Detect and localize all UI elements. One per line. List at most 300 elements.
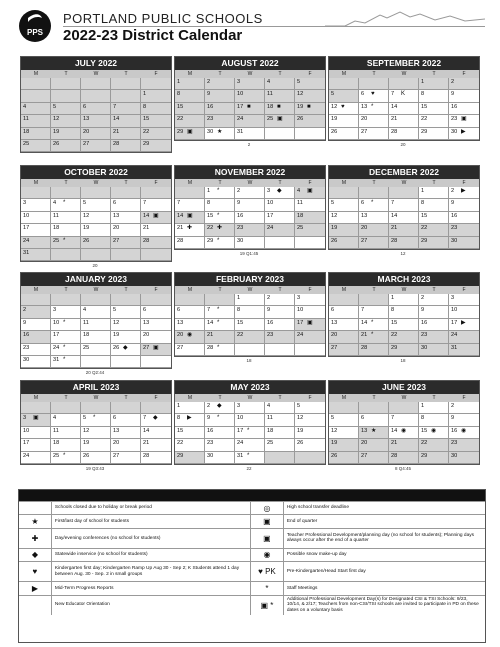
day-number: 20 <box>113 440 120 447</box>
day-cell <box>141 439 171 451</box>
day-cell <box>141 90 171 102</box>
weekday-header <box>329 286 479 294</box>
day-number: 13 <box>113 427 120 434</box>
day-grid <box>175 187 325 249</box>
day-number: 20 <box>331 332 338 339</box>
day-number: 9 <box>237 200 241 207</box>
weekday-label: T <box>218 287 222 293</box>
day-cell <box>389 427 419 439</box>
legend-symbol-icon: ▣ <box>251 515 284 527</box>
day-number: 20 <box>361 440 368 447</box>
day-number: 13 <box>177 319 184 326</box>
day-cell <box>21 306 51 318</box>
day-number: 2 <box>207 79 211 85</box>
day-cell <box>359 103 389 115</box>
day-cell <box>21 199 51 211</box>
day-cell <box>21 212 51 224</box>
day-number: 28 <box>143 452 150 459</box>
day-number: 10 <box>297 307 304 314</box>
day-cell <box>111 224 141 236</box>
day-cell <box>419 344 449 356</box>
day-cell <box>329 212 359 224</box>
day-cell <box>111 331 141 343</box>
day-cell <box>81 187 111 199</box>
day-cell <box>51 344 81 356</box>
day-number: 27 <box>143 344 150 351</box>
day-number: 29 <box>177 452 184 459</box>
day-number: 28 <box>391 452 398 459</box>
day-number: 20 <box>113 225 120 232</box>
day-cell <box>419 294 449 306</box>
day-cell <box>235 402 265 414</box>
day-cell <box>389 90 419 102</box>
day-cell <box>359 78 389 90</box>
day-number: 28 <box>113 140 120 147</box>
day-cell <box>419 237 449 249</box>
day-cell <box>175 402 205 414</box>
day-cell <box>419 452 449 464</box>
day-cell <box>81 237 111 249</box>
day-number: 14 <box>143 427 150 434</box>
month-day-count: 18 <box>400 358 406 363</box>
day-number: 25 <box>53 452 60 459</box>
day-number: 21 <box>391 440 398 447</box>
legend-row <box>19 595 485 615</box>
day-number: 3 <box>267 188 271 194</box>
day-number: 15 <box>207 212 214 219</box>
day-cell <box>419 414 449 426</box>
day-number: 15 <box>421 427 428 434</box>
day-cell <box>235 439 265 451</box>
weekday-label: M <box>187 71 193 77</box>
day-cell <box>359 439 389 451</box>
day-cell <box>51 306 81 318</box>
month-day-count: 20 <box>400 142 406 147</box>
day-cell <box>389 402 419 414</box>
event-marker-icon: * <box>63 452 66 459</box>
day-cell <box>51 452 81 464</box>
day-number: 2 <box>237 188 241 194</box>
calendar-title: 2022-23 District Calendar <box>63 27 243 44</box>
day-number: 19 <box>331 116 338 123</box>
weekday-label: F <box>154 180 158 186</box>
day-cell <box>329 331 359 343</box>
day-cell <box>81 115 111 127</box>
month-december-2022 <box>328 165 480 250</box>
day-number: 29 <box>421 128 428 135</box>
day-number: 8 <box>391 307 395 314</box>
day-number: 5 <box>331 91 335 98</box>
day-number: 29 <box>177 128 184 135</box>
day-cell <box>205 199 235 211</box>
month-april-2023 <box>20 380 172 465</box>
weekday-label: T <box>432 395 436 401</box>
event-marker-icon: ▣ <box>307 188 313 194</box>
weekday-label: M <box>33 287 39 293</box>
month-february-2023 <box>174 272 326 357</box>
day-number: 21 <box>143 440 150 447</box>
day-cell <box>21 452 51 464</box>
legend-text: Statewide inservice (no school for students) <box>52 549 251 561</box>
weekday-label: F <box>462 395 466 401</box>
day-number: 1 <box>391 295 395 301</box>
day-number: 29 <box>391 344 398 351</box>
event-marker-icon: * <box>217 319 220 326</box>
weekday-header <box>329 70 479 78</box>
day-cell <box>175 78 205 90</box>
day-number: 18 <box>267 427 274 434</box>
day-number: 15 <box>237 319 244 326</box>
day-number: 9 <box>451 200 455 207</box>
day-number: 24 <box>53 344 60 351</box>
legend-symbol-icon: * <box>251 582 284 594</box>
day-number: 11 <box>267 91 273 98</box>
day-cell <box>329 319 359 331</box>
event-marker-icon: * <box>63 356 66 363</box>
day-cell <box>141 115 171 127</box>
day-cell <box>419 331 449 343</box>
day-number: 6 <box>361 415 365 422</box>
day-number: 18 <box>297 212 304 219</box>
day-number: 2 <box>267 295 271 301</box>
day-number: 24 <box>23 237 30 244</box>
weekday-header <box>21 286 171 294</box>
day-cell <box>329 402 359 414</box>
weekday-label: M <box>341 287 347 293</box>
day-cell <box>235 128 265 140</box>
event-marker-icon: ✚ <box>187 225 193 232</box>
event-marker-icon: * <box>247 452 250 459</box>
day-cell <box>21 128 51 140</box>
day-cell <box>389 306 419 318</box>
day-number: 25 <box>23 140 30 147</box>
day-cell <box>141 452 171 464</box>
day-number: 9 <box>207 415 211 422</box>
day-number: 4 <box>267 403 271 409</box>
day-cell <box>175 212 205 224</box>
day-cell <box>295 402 325 414</box>
weekday-label: T <box>218 180 222 186</box>
day-cell <box>389 414 419 426</box>
day-number: 4 <box>53 200 57 207</box>
event-marker-icon: ♥ <box>371 91 375 98</box>
day-number: 10 <box>53 319 60 326</box>
day-cell <box>359 452 389 464</box>
event-marker-icon: * <box>217 188 220 194</box>
month-day-count: 18 <box>246 358 252 363</box>
day-cell <box>141 319 171 331</box>
weekday-header <box>175 286 325 294</box>
day-number: 13 <box>361 427 368 434</box>
day-number: 7 <box>391 200 395 207</box>
day-cell <box>81 402 111 414</box>
month-title: NOVEMBER 2022 <box>175 166 325 179</box>
day-number: 5 <box>83 415 87 422</box>
day-number: 16 <box>451 212 458 219</box>
day-number: 15 <box>421 212 428 219</box>
day-cell <box>329 344 359 356</box>
day-cell <box>175 439 205 451</box>
weekday-label: T <box>432 287 436 293</box>
month-day-count: 8 Q4:45 <box>394 466 411 471</box>
day-number: 30 <box>451 452 458 459</box>
legend-symbol-icon: ◆ <box>19 549 52 561</box>
event-marker-icon: ◉ <box>401 427 407 434</box>
day-cell <box>449 90 479 102</box>
day-number: 1 <box>177 403 181 409</box>
day-number: 14 <box>391 103 398 110</box>
day-number: 6 <box>177 307 181 314</box>
day-cell <box>51 402 81 414</box>
day-cell <box>21 90 51 102</box>
day-number: 9 <box>421 307 425 314</box>
day-cell <box>111 356 141 368</box>
day-number: 26 <box>331 128 338 135</box>
event-marker-icon: ♥ <box>341 103 345 110</box>
event-marker-icon: * <box>93 415 96 422</box>
day-number: 7 <box>361 307 365 314</box>
day-cell <box>205 224 235 236</box>
day-cell <box>235 103 265 115</box>
event-marker-icon: * <box>63 237 66 244</box>
day-number: 12 <box>331 427 338 434</box>
day-grid <box>329 402 479 464</box>
day-cell <box>329 115 359 127</box>
legend-row <box>19 501 485 514</box>
weekday-label: F <box>462 71 466 77</box>
weekday-label: T <box>278 287 282 293</box>
day-number: 18 <box>53 440 60 447</box>
day-number: 1 <box>421 188 425 194</box>
event-marker-icon: ▶ <box>461 319 466 326</box>
event-marker-icon: ★ <box>371 427 377 434</box>
day-cell <box>449 427 479 439</box>
day-number: 19 <box>331 225 338 232</box>
day-number: 24 <box>237 440 244 447</box>
day-cell <box>329 237 359 249</box>
day-cell <box>51 199 81 211</box>
day-number: 29 <box>421 237 428 244</box>
day-cell <box>265 427 295 439</box>
day-cell <box>111 140 141 152</box>
day-grid <box>21 187 171 261</box>
weekday-label: M <box>33 71 39 77</box>
day-number: 17 <box>23 440 30 447</box>
day-cell <box>141 237 171 249</box>
weekday-label: T <box>278 71 282 77</box>
day-number: 16 <box>237 212 244 219</box>
weekday-label: W <box>93 395 99 401</box>
month-october-2022 <box>20 165 172 262</box>
day-number: 6 <box>113 200 117 207</box>
day-number: 7 <box>391 415 395 422</box>
day-number: 22 <box>421 440 428 447</box>
weekday-label: T <box>432 71 436 77</box>
month-title: OCTOBER 2022 <box>21 166 171 179</box>
legend-text: Teacher Professional Development/planning day (no school for students); Planning days always occur after the end of a quarter <box>286 532 475 544</box>
day-cell <box>51 78 81 90</box>
day-number: 7 <box>207 307 211 314</box>
day-cell <box>111 294 141 306</box>
day-cell <box>141 249 171 261</box>
event-marker-icon: ▣ <box>153 212 159 219</box>
weekday-label: M <box>187 180 193 186</box>
day-cell <box>449 212 479 224</box>
legend-text: New Educator Orientation <box>52 596 251 615</box>
day-cell <box>295 115 325 127</box>
day-number: 23 <box>207 440 214 447</box>
day-number: 19 <box>83 440 90 447</box>
day-number: 23 <box>23 344 30 351</box>
day-cell <box>111 128 141 140</box>
day-number: 17 <box>23 225 30 232</box>
day-number: 18 <box>23 128 30 135</box>
weekday-label: T <box>64 395 68 401</box>
day-cell <box>449 414 479 426</box>
day-number: 14 <box>177 212 184 219</box>
month-november-2022 <box>174 165 326 250</box>
day-cell <box>295 319 325 331</box>
day-cell <box>141 356 171 368</box>
event-marker-icon: * <box>217 212 220 219</box>
day-cell <box>235 187 265 199</box>
legend-symbol-icon: ♥ <box>19 562 52 581</box>
event-marker-icon: ◉ <box>461 427 467 434</box>
day-number: 19 <box>297 427 304 434</box>
month-march-2023 <box>328 272 480 357</box>
legend-row <box>19 581 485 594</box>
day-number: 1 <box>421 79 425 85</box>
weekday-label: F <box>154 287 158 293</box>
day-number: 3 <box>237 403 241 409</box>
legend-text: Kindergarten first day; Kindergarten Ramp Up Aug 30 - Sep 2; K Students attend 1 day between Aug. 30 - Sep. 2 in small groups <box>52 562 251 581</box>
weekday-header <box>329 179 479 187</box>
day-number: 20 <box>143 332 150 339</box>
day-cell <box>329 78 359 90</box>
weekday-label: F <box>308 287 312 293</box>
day-number: 21 <box>361 332 368 339</box>
day-cell <box>449 306 479 318</box>
day-number: 6 <box>143 307 147 314</box>
event-marker-icon: ▣ <box>33 415 39 422</box>
day-cell <box>21 115 51 127</box>
day-number: 8 <box>177 91 181 98</box>
day-number: 15 <box>143 116 150 123</box>
day-cell <box>449 237 479 249</box>
day-number: 14 <box>143 212 150 219</box>
weekday-label: M <box>33 395 39 401</box>
day-number: 20 <box>83 128 90 135</box>
day-cell <box>329 439 359 451</box>
day-number: 7 <box>143 415 147 422</box>
day-number: 26 <box>297 116 304 123</box>
day-cell <box>111 237 141 249</box>
month-title: DECEMBER 2022 <box>329 166 479 179</box>
skyline-icon <box>325 9 485 27</box>
day-cell <box>205 78 235 90</box>
day-number: 10 <box>23 427 30 434</box>
day-cell <box>175 294 205 306</box>
day-cell <box>449 199 479 211</box>
event-marker-icon: K <box>401 91 406 98</box>
day-number: 6 <box>331 307 335 314</box>
day-cell <box>111 249 141 261</box>
day-number: 25 <box>83 344 90 351</box>
day-cell <box>329 306 359 318</box>
day-number: 9 <box>23 319 27 326</box>
day-number: 1 <box>143 91 147 98</box>
day-cell <box>235 344 265 356</box>
day-cell <box>81 128 111 140</box>
weekday-header <box>21 179 171 187</box>
day-cell <box>21 78 51 90</box>
day-number: 14 <box>391 212 398 219</box>
day-cell <box>419 306 449 318</box>
day-number: 5 <box>297 403 301 409</box>
day-cell <box>449 128 479 140</box>
day-cell <box>329 427 359 439</box>
day-cell <box>111 306 141 318</box>
weekday-label: M <box>341 395 347 401</box>
day-number: 27 <box>361 452 368 459</box>
day-number: 17 <box>297 319 304 326</box>
day-cell <box>449 344 479 356</box>
day-cell <box>81 356 111 368</box>
day-cell <box>141 78 171 90</box>
day-number: 24 <box>451 332 458 339</box>
day-number: 30 <box>207 452 214 459</box>
day-cell <box>359 212 389 224</box>
event-marker-icon: ✚ <box>217 225 223 232</box>
day-cell <box>51 439 81 451</box>
day-number: 8 <box>421 91 425 98</box>
day-number: 18 <box>83 332 90 339</box>
day-cell <box>21 187 51 199</box>
day-number: 12 <box>53 116 60 123</box>
day-cell <box>81 427 111 439</box>
day-cell <box>449 115 479 127</box>
day-cell <box>81 199 111 211</box>
day-cell <box>235 331 265 343</box>
day-cell <box>359 115 389 127</box>
day-number: 25 <box>53 237 60 244</box>
weekday-label: T <box>278 395 282 401</box>
day-cell <box>175 306 205 318</box>
day-cell <box>449 439 479 451</box>
day-grid <box>329 78 479 140</box>
day-number: 14 <box>361 319 368 326</box>
day-cell <box>81 331 111 343</box>
day-cell <box>205 344 235 356</box>
month-day-count: 12 <box>400 251 406 256</box>
day-cell <box>419 199 449 211</box>
legend-text: Day/evening conferences (no school for students) <box>52 529 251 548</box>
day-number: 31 <box>451 344 458 351</box>
day-number: 8 <box>421 200 425 207</box>
weekday-label: F <box>462 287 466 293</box>
weekday-label: T <box>64 71 68 77</box>
legend-symbol-icon: ▣ <box>251 529 284 548</box>
day-cell <box>449 78 479 90</box>
day-number: 28 <box>177 237 184 244</box>
day-cell <box>265 439 295 451</box>
day-number: 7 <box>113 103 117 110</box>
day-number: 28 <box>207 344 214 351</box>
event-marker-icon: * <box>371 332 374 339</box>
day-cell <box>51 427 81 439</box>
day-cell <box>51 249 81 261</box>
day-cell <box>419 78 449 90</box>
